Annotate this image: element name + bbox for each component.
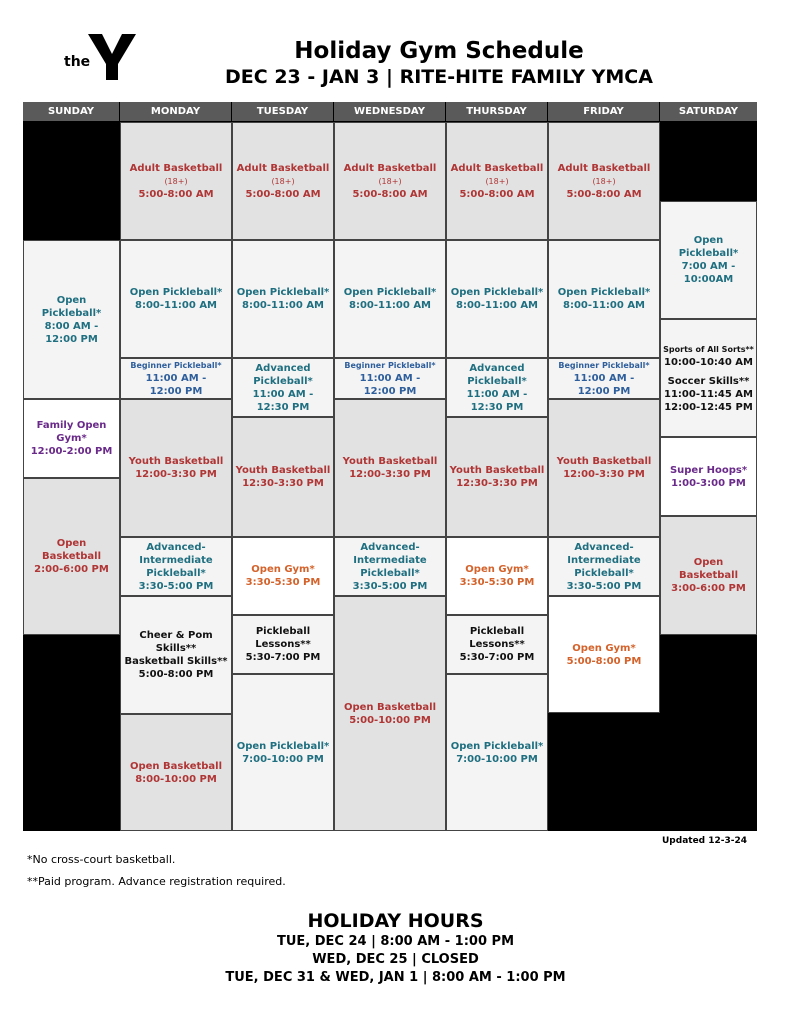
thu-adult-basketball	[446, 122, 548, 240]
updated-date: Updated 12-3-24	[662, 836, 748, 846]
page-subtitle: DEC 23 - JAN 3 | RITE-HITE FAMILY YMCA	[225, 66, 653, 88]
sun-open-pickleball	[23, 240, 120, 399]
holiday-hours-title: HOLIDAY HOURS	[307, 910, 484, 932]
program-time: 7:00-10:00 PM	[456, 753, 538, 765]
program-time: 8:00-10:00 PM	[135, 773, 217, 785]
program-time: 3:30-5:00 PM	[566, 580, 642, 592]
program-time: 11:00 AM -	[359, 373, 421, 384]
page-title: Holiday Gym Schedule	[294, 38, 584, 64]
program-name: Youth Basketball	[449, 465, 545, 476]
program-time: 5:00-8:00 AM	[245, 188, 321, 200]
program-time: 3:30-5:00 PM	[352, 580, 428, 592]
program-time: 12:00 PM	[577, 386, 631, 397]
holiday-hours-line: WED, DEC 25 | CLOSED	[312, 952, 479, 967]
day-header-monday: MONDAY	[120, 102, 231, 121]
program-name: Family Open	[36, 420, 107, 431]
program-time: 8:00-11:00 AM	[562, 300, 646, 311]
program-name: Open Gym*	[572, 642, 636, 654]
program-name: Pickleball*	[678, 248, 739, 259]
wed-youth-basketball	[334, 399, 446, 537]
program-time: 2:00-6:00 PM	[34, 564, 109, 575]
program-time: 8:00 AM -	[44, 320, 99, 332]
fri-open-pickleball	[548, 240, 660, 358]
day-header-wednesday: WEDNESDAY	[334, 102, 445, 121]
program-name: Open Pickleball*	[450, 287, 544, 298]
program-time: 7:00-10:00 PM	[242, 753, 324, 765]
program-name: Lessons**	[255, 639, 311, 650]
program-time: 12:00 PM	[45, 333, 98, 345]
schedule-grid	[23, 102, 757, 831]
program-time: 10:00AM	[683, 274, 734, 285]
program-time: 12:00 PM	[363, 386, 417, 397]
wed-adv-int-pickleball	[334, 537, 446, 596]
program-name: Open Basketball	[678, 557, 739, 581]
program-time: 5:00-8:00 AM	[138, 188, 214, 200]
holiday-hours-line: TUE, DEC 24 | 8:00 AM - 1:00 PM	[276, 934, 515, 949]
program-name: Basketball Skills**	[124, 656, 228, 667]
tue-adult-basketball	[232, 122, 334, 240]
mon-adult-basketball	[120, 122, 232, 240]
program-time: 12:30-3:30 PM	[456, 478, 538, 489]
age-note: (18+)	[164, 176, 188, 186]
thu-advanced-pickleball	[446, 358, 548, 417]
program-time: 11:00 AM -	[145, 373, 207, 384]
program-name: Open Pickleball*	[236, 287, 330, 298]
program-time: 5:00-10:00 PM	[349, 714, 431, 726]
program-name: Advanced-	[360, 541, 420, 553]
program-time: 5:00-8:00 PM	[566, 655, 642, 667]
wed-open-basketball	[334, 596, 446, 831]
program-time: 10:00-10:40 AM	[664, 356, 753, 368]
thu-youth-basketball	[446, 417, 548, 537]
program-time: 11:00 AM -	[466, 388, 528, 400]
program-time: 5:30-7:00 PM	[245, 652, 321, 663]
sat-super-hoops	[660, 437, 757, 516]
tue-open-gym	[232, 537, 334, 615]
footnote-paid-program: **Paid program. Advance registration required.	[27, 875, 286, 888]
program-name: Beginner Pickleball*	[130, 361, 222, 370]
program-time: 11:00 AM -	[573, 373, 635, 384]
program-name: Beginner Pickleball*	[558, 361, 650, 370]
program-time: 1:00-3:00 PM	[671, 477, 746, 489]
program-name: Open Gym*	[465, 564, 529, 575]
program-name: Open Pickleball*	[557, 287, 651, 298]
thu-pickleball-lessons	[446, 615, 548, 674]
wed-beginner-pickleball	[334, 358, 446, 399]
program-name: Open Pickleball*	[236, 740, 330, 752]
tue-youth-basketball	[232, 417, 334, 537]
program-name: Pickleball*	[146, 567, 206, 579]
program-name: Open Basketball	[129, 760, 223, 772]
program-time: 8:00-11:00 AM	[241, 300, 325, 311]
program-time: 12:00-3:30 PM	[135, 469, 217, 480]
program-name: Pickleball	[469, 626, 525, 637]
sat-open-pickleball	[660, 201, 757, 319]
program-name: Pickleball*	[360, 567, 420, 579]
sat-open-basketball	[660, 516, 757, 635]
program-time: 3:30-5:00 PM	[138, 580, 214, 592]
program-name: Adult Basketball	[343, 162, 437, 174]
program-time: 3:30-5:30 PM	[245, 577, 321, 588]
day-header-friday: FRIDAY	[548, 102, 659, 121]
program-time: 12:00-3:30 PM	[563, 469, 645, 480]
program-time: 12:30 PM	[256, 401, 310, 413]
wed-open-pickleball	[334, 240, 446, 358]
program-name: Soccer Skills**	[667, 375, 750, 387]
program-name: Youth Basketball	[235, 465, 331, 476]
program-name: Adult Basketball	[236, 162, 330, 174]
tue-open-pickleball-evening	[232, 674, 334, 831]
sat-youth-programs	[660, 319, 757, 437]
fri-adult-basketball	[548, 122, 660, 240]
mon-adv-int-pickleball	[120, 537, 232, 596]
program-time: 11:00-11:45 AM	[664, 388, 753, 400]
program-name: Open Pickleball*	[129, 287, 223, 298]
program-name: Pickleball*	[574, 567, 634, 579]
program-name: Beginner Pickleball*	[344, 361, 436, 370]
age-note: (18+)	[485, 176, 509, 186]
program-time: 5:00-8:00 AM	[459, 188, 535, 200]
program-time: 12:30-3:30 PM	[242, 478, 324, 489]
program-name: Advanced-	[146, 541, 206, 553]
program-time: 12:00-2:00 PM	[30, 446, 113, 457]
program-name: Adult Basketball	[450, 162, 544, 174]
logo-text: the	[64, 54, 91, 70]
fri-adv-int-pickleball	[548, 537, 660, 596]
program-name: Open Pickleball*	[343, 287, 437, 298]
program-name: Intermediate	[567, 554, 641, 566]
program-time: 3:30-5:30 PM	[459, 577, 535, 588]
program-name: Gym*	[56, 433, 87, 444]
program-time: 5:00-8:00 PM	[138, 669, 214, 680]
program-time: 8:00-11:00 AM	[455, 300, 539, 311]
program-name: Advanced-	[574, 541, 634, 553]
program-time: 3:00-6:00 PM	[671, 583, 746, 594]
program-name: Open Basketball	[41, 538, 102, 562]
holiday-hours-line: TUE, DEC 31 & WED, JAN 1 | 8:00 AM - 1:00 PM	[225, 970, 566, 985]
age-note: (18+)	[378, 176, 402, 186]
program-time: 12:00-12:45 PM	[664, 401, 753, 413]
program-name: Open Pickleball*	[450, 740, 544, 752]
thu-open-gym	[446, 537, 548, 615]
day-header-thursday: THURSDAY	[446, 102, 547, 121]
program-name: Pickleball*	[41, 307, 102, 319]
program-name: Youth Basketball	[342, 456, 438, 467]
program-name: Skills**	[155, 643, 197, 654]
mon-youth-basketball	[120, 399, 232, 537]
fri-youth-basketball	[548, 399, 660, 537]
program-name: Intermediate	[353, 554, 427, 566]
thu-open-pickleball	[446, 240, 548, 358]
tue-advanced-pickleball	[232, 358, 334, 417]
program-name: Youth Basketball	[128, 456, 224, 467]
day-header-sunday: SUNDAY	[23, 102, 119, 121]
program-name: Open	[56, 294, 87, 306]
footnote-cross-court: *No cross-court basketball.	[27, 853, 176, 866]
program-time: 12:00-3:30 PM	[349, 469, 431, 480]
program-time: 7:00 AM -	[681, 261, 736, 272]
fri-beginner-pickleball	[548, 358, 660, 399]
mon-cheer-basketball-skills	[120, 596, 232, 714]
program-name: Adult Basketball	[129, 162, 223, 174]
mon-open-basketball	[120, 714, 232, 831]
program-name: Open Basketball	[343, 701, 437, 713]
program-name: Adult Basketball	[557, 162, 651, 174]
mon-open-pickleball	[120, 240, 232, 358]
tue-pickleball-lessons	[232, 615, 334, 674]
program-time: 5:30-7:00 PM	[459, 652, 535, 663]
program-name: Pickleball*	[467, 375, 527, 387]
sun-family-open-gym	[23, 399, 120, 478]
program-name: Youth Basketball	[556, 456, 652, 467]
program-time: 8:00-11:00 AM	[134, 300, 218, 311]
program-name: Advanced	[255, 362, 311, 374]
program-name: Pickleball	[255, 626, 311, 637]
wed-adult-basketball	[334, 122, 446, 240]
day-header-saturday: SATURDAY	[660, 102, 757, 121]
program-time: 5:00-8:00 AM	[566, 188, 642, 200]
program-name: Advanced	[469, 362, 525, 374]
program-time: 8:00-11:00 AM	[348, 300, 432, 311]
day-header-tuesday: TUESDAY	[232, 102, 333, 121]
age-note: (18+)	[271, 176, 295, 186]
age-note: (18+)	[592, 176, 616, 186]
thu-open-pickleball-evening	[446, 674, 548, 831]
program-name: Pickleball*	[253, 375, 313, 387]
program-name: Super Hoops*	[669, 464, 748, 476]
program-name: Open	[693, 235, 724, 246]
program-name: Intermediate	[139, 554, 213, 566]
program-name: Sports of All Sorts**	[663, 344, 754, 354]
program-time: 11:00 AM -	[252, 388, 314, 400]
tue-open-pickleball	[232, 240, 334, 358]
program-name: Open Gym*	[251, 564, 315, 575]
program-name: Cheer & Pom	[139, 630, 213, 641]
fri-open-gym	[548, 596, 660, 713]
program-name: Lessons**	[469, 639, 525, 650]
program-time: 12:30 PM	[470, 401, 524, 413]
program-time: 12:00 PM	[149, 386, 203, 397]
program-time: 5:00-8:00 AM	[352, 188, 428, 200]
sun-open-basketball	[23, 478, 120, 635]
mon-beginner-pickleball	[120, 358, 232, 399]
